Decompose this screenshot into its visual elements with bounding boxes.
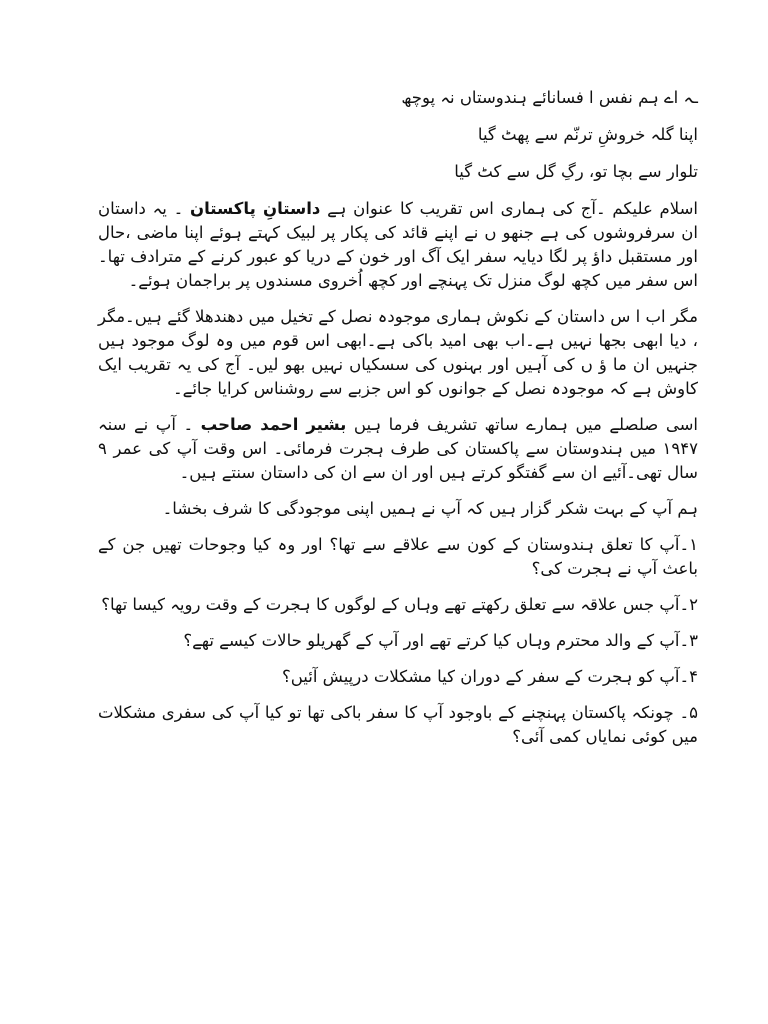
intro-paragraph	[98, 197, 698, 293]
poem-line-3: تلوار سے بچا تو، رگِ گل سے کٹ گیا	[454, 162, 698, 181]
intro-text-rest: ۔ یہ داستان ان سرفروشوں کی ہے جنھو ں نے اپنے قائد کی پکار پر لبیک کہتے ہوئے اپنا ماضی ،حال اور مستقبل داؤ پر لگا دیایہ سفر ایک آگ اور خون کے دریا کو عبور کرنے کے مترادف تھا۔ اس سفر میں کچھ لوگ منزل تک پہنچے اور کچھ اُخروی مسندوں پر براجمان ہوئے۔	[98, 199, 698, 290]
guest-paragraph	[98, 413, 698, 485]
guest-text-rest: ۔ آپ نے سنہ ۱۹۴۷ میں ہندوستان سے پاکستان کی طرف ہجرت فرمائی۔ اس وقت آپ کی عمر ۹ سال تھی۔آئیے ان سے گفتگو کرتے ہیں اور ان سے ان کی داستان سنتے ہیں۔	[98, 415, 698, 482]
document-body	[98, 86, 698, 761]
question-5: ۵۔ چونکہ پاکستان پہنچنے کے باوجود آپ کا سفر باکی تھا تو کیا آپ کی سفری مشکلات میں کوئی نمایاں کمی آئی؟	[98, 703, 698, 746]
poem-line-2: اپنا گلہ خروشِ ترنّم سے پھٹ گیا	[477, 125, 698, 144]
second-paragraph: مگر اب ا س داستان کے نکوش ہماری موجودہ نصل کے تخیل میں دھندھلا گئے ہیں۔مگر ، دیا ابھی بجھا نہیں ہے۔اب بھی امید باکی ہے۔ابھی اس قوم میں وہ لوگ موجود ہیں جنہیں ان ما ؤ ں کی آہیں اور بہنوں کی سسکیاں نہیں بھو لیں۔ آج کی یہ تقریب ایک کاوش ہے کہ موجودہ نصل کے جوانوں کو اس جزبے سے روشناس کرایا جائے۔	[98, 307, 698, 398]
question-4: ۴۔آپ کو ہجرت کے سفر کے دوران کیا مشکلات درپیش آئیں؟	[281, 667, 698, 686]
guest-text-start: اسی صلصلے میں ہمارے ساتھ تشریف فرما ہیں	[346, 415, 698, 434]
question-2: ۲۔آپ جس علاقہ سے تعلق رکھتے تھے وہاں کے لوگوں کا ہجرت کے وقت رویہ کیسا تھا؟	[101, 595, 698, 614]
poem-line-1: ـہ اے ہم نفس ا فسانائے ہندوستاں نہ پوچھ	[401, 88, 698, 107]
program-title: داستانِ پاکستان	[190, 199, 321, 218]
guest-name: بشیر احمد صاحب	[200, 415, 347, 434]
thanks-line: ہم آپ کے بہت شکر گزار ہیں کہ آپ نے ہمیں اپنی موجودگی کا شرف بخشا۔	[162, 499, 698, 518]
intro-text-start: اسلام علیکم ۔آج کی ہماری اس تقریب کا عنوان ہے	[320, 199, 698, 218]
question-3: ۳۔آپ کے والد محترم وہاں کیا کرتے تھے اور آپ کے گھریلو حالات کیسے تھے؟	[183, 631, 698, 650]
question-1: ۱۔آپ کا تعلق ہندوستان کے کون سے علاقے سے تھا؟ اور وہ کیا وجوحات تھیں جن کے باعث آپ نے ہجرت کی؟	[98, 535, 698, 578]
